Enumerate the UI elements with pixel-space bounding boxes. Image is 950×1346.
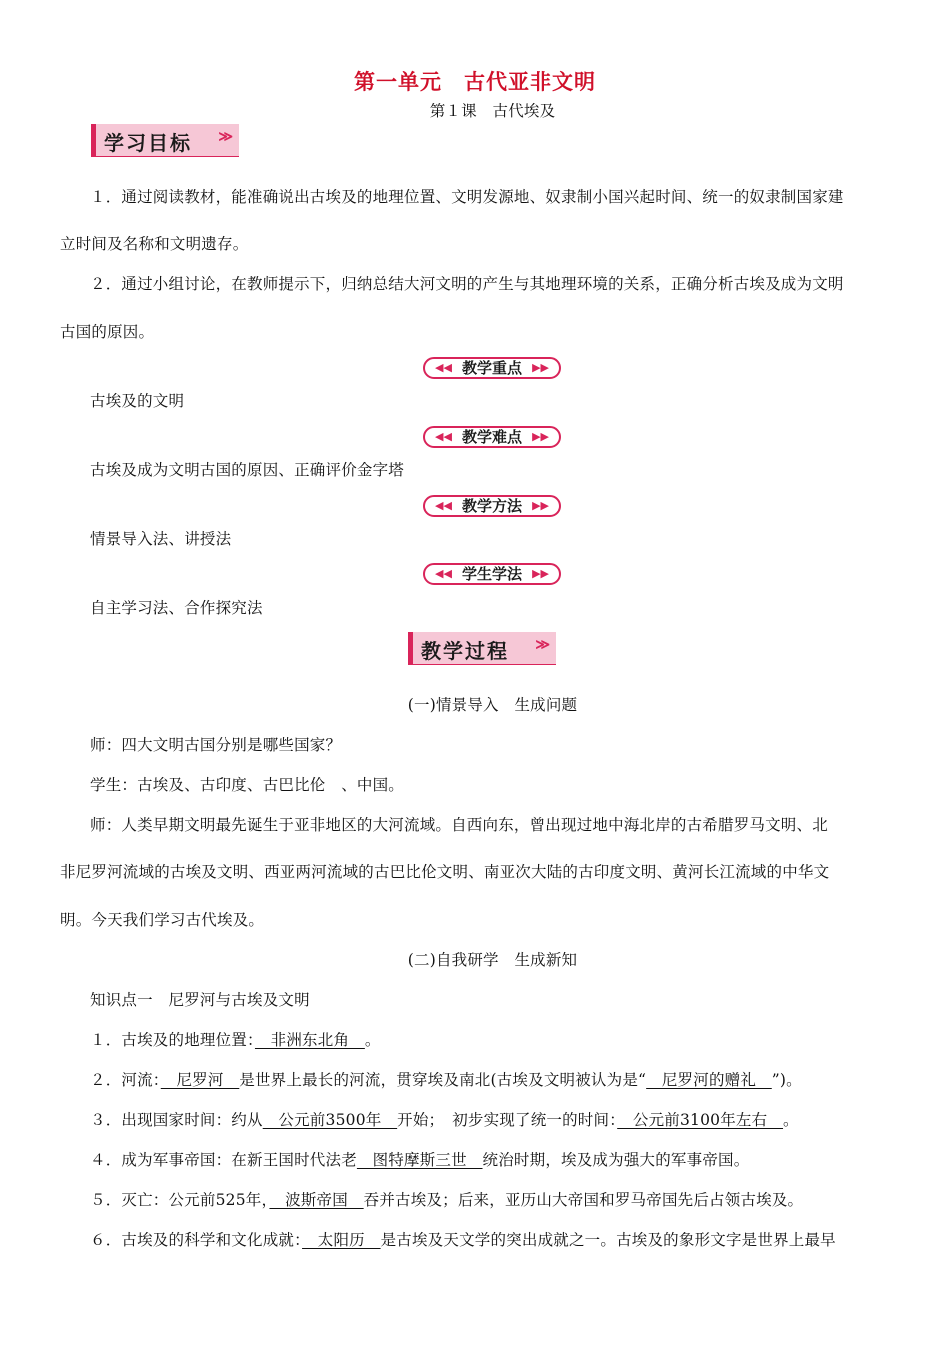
double-arrow-icon: ≫ xyxy=(535,637,550,653)
objectives-banner xyxy=(91,124,239,156)
answer-blank: 公元前3500年 xyxy=(262,1111,398,1129)
question-6-prompt: ６．古埃及的科学和文化成就： xyxy=(90,1231,303,1249)
objectives-banner-label: 学习目标 xyxy=(104,131,192,155)
left-arrows-icon: ◀◀ xyxy=(435,430,452,443)
key-points-label: 教学重点 xyxy=(461,359,522,377)
question-6-end: 是古埃及天文学的突出成就之一。古埃及的象形文字是世界上最早 xyxy=(380,1231,836,1249)
left-arrows-icon: ◀◀ xyxy=(435,361,452,374)
study-method-text: 自主学习法、合作探究法 xyxy=(90,599,263,617)
study-method-tag xyxy=(423,563,561,585)
answer-blank: 尼罗河 xyxy=(160,1071,240,1089)
question-4-end: 统治时期，埃及成为强大的军事帝国。 xyxy=(482,1151,750,1169)
question-1 xyxy=(90,1030,381,1050)
difficulty-label: 教学难点 xyxy=(461,428,522,446)
study-method-label: 学生学法 xyxy=(461,565,522,583)
teacher-intro-line-1: 师：人类早期文明最先诞生于亚非地区的大河流域。自西向东，曾出现过地中海北岸的古希腊罗马文明、北 xyxy=(90,816,828,834)
answer-blank: 太阳历 xyxy=(302,1231,381,1249)
question-2-end: ”)。 xyxy=(771,1071,802,1089)
student-answer: 学生：古埃及、古印度、古巴比伦 、中国。 xyxy=(90,776,405,794)
question-1-prompt: １．古埃及的地理位置： xyxy=(90,1031,255,1049)
knowledge-point-1-title: 知识点一 尼罗河与古埃及文明 xyxy=(90,991,310,1009)
teacher-question: 师：四大文明古国分别是哪些国家？ xyxy=(90,736,342,754)
question-6 xyxy=(90,1230,836,1250)
difficulty-text: 古埃及成为文明古国的原因、正确评价金字塔 xyxy=(90,461,405,479)
process-banner xyxy=(408,632,556,664)
answer-blank: 非洲东北角 xyxy=(254,1031,365,1049)
question-4 xyxy=(90,1150,749,1170)
teaching-method-label: 教学方法 xyxy=(461,497,522,515)
question-3-prompt: ３．出现国家时间：约从 xyxy=(90,1111,263,1129)
answer-blank: 公元前3100年左右 xyxy=(617,1111,784,1129)
right-arrows-icon: ▶▶ xyxy=(532,499,549,512)
question-5-end: 吞并古埃及；后来，亚历山大帝国和罗马帝国先后占领古埃及。 xyxy=(363,1191,804,1209)
right-arrows-icon: ▶▶ xyxy=(532,361,549,374)
lesson-title: 第１课 古代埃及 xyxy=(429,102,556,120)
question-4-prompt: ４．成为军事帝国：在新王国时代法老 xyxy=(90,1151,357,1169)
key-points-tag xyxy=(423,357,561,379)
left-arrows-icon: ◀◀ xyxy=(435,499,452,512)
question-3 xyxy=(90,1110,799,1130)
question-5-prompt: ５．灭亡：公元前525年， xyxy=(90,1191,270,1209)
double-arrow-icon: ≫ xyxy=(218,129,233,145)
difficulty-tag xyxy=(423,426,561,448)
answer-blank: 波斯帝国 xyxy=(269,1191,364,1209)
objective-2-line-2: 古国的原因。 xyxy=(60,323,155,341)
teacher-intro-line-3: 明。今天我们学习古代埃及。 xyxy=(60,911,265,929)
question-2-middle: 是世界上最长的河流，贯穿埃及南北(古埃及文明被认为是“ xyxy=(239,1071,647,1089)
objective-1-line-2: 立时间及名称和文明遗存。 xyxy=(60,235,249,253)
left-arrows-icon: ◀◀ xyxy=(435,567,452,580)
question-2-prompt: ２．河流： xyxy=(90,1071,161,1089)
part-1-title: (一)情景导入 生成问题 xyxy=(407,696,578,714)
question-5 xyxy=(90,1190,803,1210)
banner-underline xyxy=(408,664,556,665)
right-arrows-icon: ▶▶ xyxy=(532,567,549,580)
objective-1-line-1: １．通过阅读教材，能准确说出古埃及的地理位置、文明发源地、奴隶制小国兴起时间、统一的奴隶制国家建 xyxy=(90,188,844,206)
question-3-end: 。 xyxy=(783,1111,799,1129)
right-arrows-icon: ▶▶ xyxy=(532,430,549,443)
part-2-title: (二)自我研学 生成新知 xyxy=(407,951,578,969)
objective-2-line-1: ２．通过小组讨论，在教师提示下，归纳总结大河文明的产生与其地理环境的关系，正确分析古埃及成为文明 xyxy=(90,275,844,293)
key-points-text: 古埃及的文明 xyxy=(90,392,185,410)
answer-blank: 图特摩斯三世 xyxy=(356,1151,483,1169)
question-2 xyxy=(90,1070,802,1090)
question-1-end: 。 xyxy=(364,1031,381,1049)
unit-title: 第一单元 古代亚非文明 xyxy=(354,70,596,94)
teaching-method-tag xyxy=(423,495,561,517)
teacher-intro-line-2: 非尼罗河流域的古埃及文明、西亚两河流域的古巴比伦文明、南亚次大陆的古印度文明、黄河长江流域的中华文 xyxy=(60,863,830,881)
teaching-method-text: 情景导入法、讲授法 xyxy=(90,530,232,548)
question-3-middle: 开始； 初步实现了统一的时间： xyxy=(397,1111,618,1129)
process-banner-label: 教学过程 xyxy=(421,639,509,663)
banner-underline xyxy=(91,156,239,157)
answer-blank: 尼罗河的赠礼 xyxy=(646,1071,772,1089)
